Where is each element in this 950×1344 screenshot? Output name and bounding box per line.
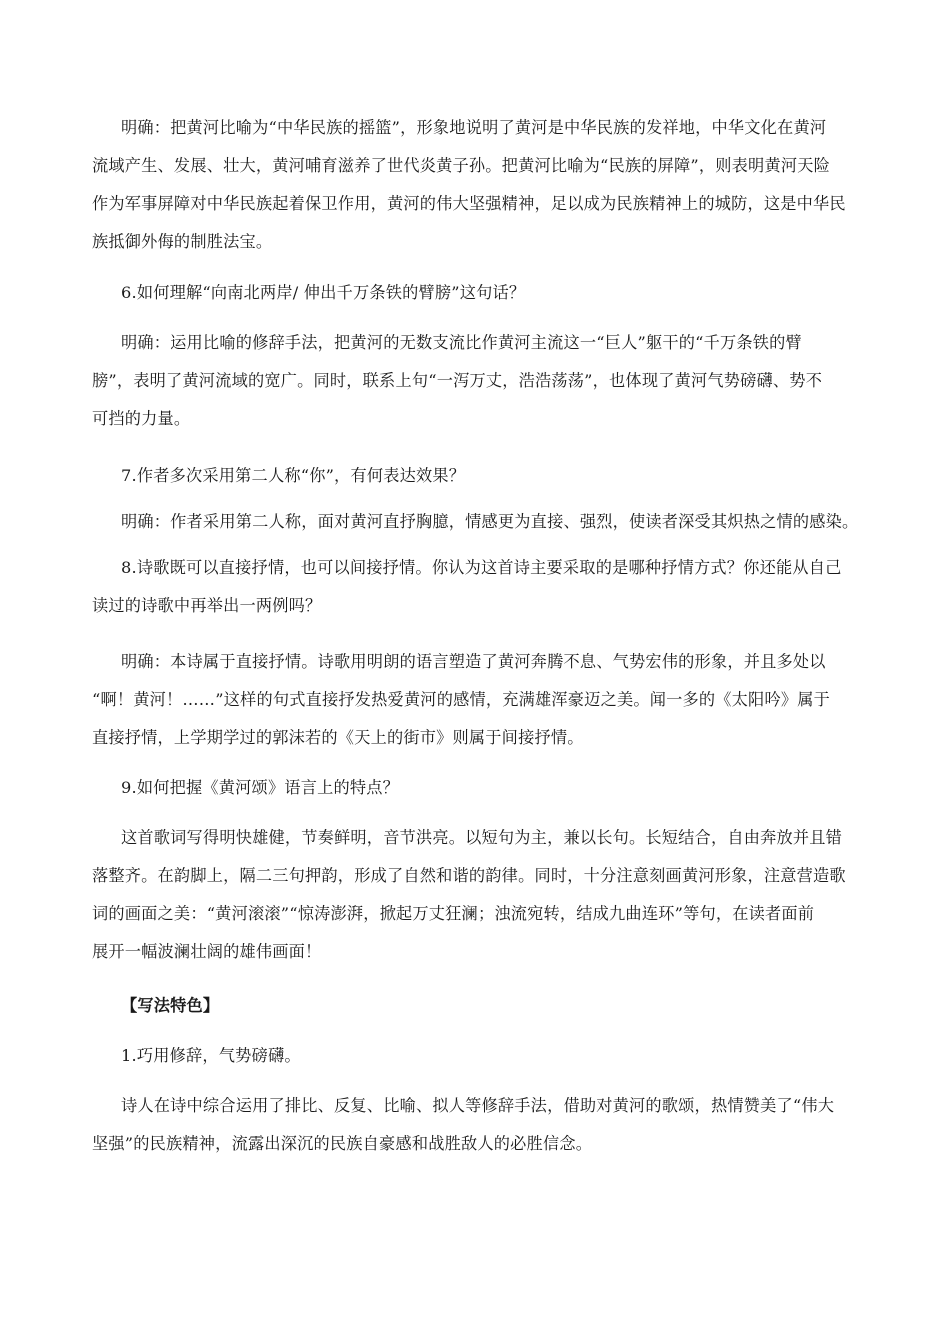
text-line: 明确：运用比喻的修辞手法，把黄河的无数支流比作黄河主流这一“巨人”躯干的“千万条铁的臂 bbox=[121, 333, 802, 352]
text-line: 流域产生、发展、壮大，黄河哺育滋养了世代炎黄子孙。把黄河比喻为“民族的屏障”，则表明黄河天险 bbox=[92, 156, 830, 175]
section-heading: 【写法特色】 bbox=[121, 996, 220, 1015]
subheading-text: 1.巧用修辞，气势磅礴。 bbox=[121, 1046, 301, 1065]
text-line: 落整齐。在韵脚上，隔二三句押韵，形成了自然和谐的韵律。同时，十分注意刻画黄河形象，注意营造歌 bbox=[92, 866, 846, 885]
question-text: 9.如何把握《黄河颂》语言上的特点？ bbox=[121, 778, 400, 797]
text-line: 明确：把黄河比喻为“中华民族的摇篮”，形象地说明了黄河是中华民族的发祥地，中华文化在黄河 bbox=[121, 118, 827, 137]
question-text: 读过的诗歌中再举出一两例吗？ bbox=[92, 596, 322, 615]
text-line: “啊！黄河！……”这样的句式直接抒发热爱黄河的感情，充满雄浑豪迈之美。闻一多的《太阳吟》属于 bbox=[92, 690, 830, 709]
text-line: 可挡的力量。 bbox=[92, 409, 191, 428]
text-line: 词的画面之美：“黄河滚滚”“惊涛澎湃，掀起万丈狂澜；浊流宛转，结成九曲连环”等句，在读者面前 bbox=[92, 904, 815, 923]
text-line: 这首歌词写得明快雄健，节奏鲜明，音节洪亮。以短句为主，兼以长句。长短结合，自由奔放并且错 bbox=[121, 828, 843, 847]
text-line: 诗人在诗中综合运用了排比、反复、比喻、拟人等修辞手法，借助对黄河的歌颂，热情赞美了“伟大 bbox=[121, 1096, 835, 1115]
question-text: 7.作者多次采用第二人称“你”，有何表达效果？ bbox=[121, 466, 466, 485]
text-line: 明确：作者采用第二人称，面对黄河直抒胸臆，情感更为直接、强烈，使读者深受其炽热之情的感染。 bbox=[121, 512, 859, 531]
text-line: 膀”，表明了黄河流域的宽广。同时，联系上句“一泻万丈，浩浩荡荡”，也体现了黄河气势磅礴、势不 bbox=[92, 371, 823, 390]
text-line: 直接抒情，上学期学过的郭沫若的《天上的街市》则属于间接抒情。 bbox=[92, 728, 584, 747]
text-line: 明确：本诗属于直接抒情。诗歌用明朗的语言塑造了黄河奔腾不息、气势宏伟的形象，并且多处以 bbox=[121, 652, 826, 671]
text-line: 作为军事屏障对中华民族起着保卫作用，黄河的伟大坚强精神，足以成为民族精神上的城防，这是中华民 bbox=[92, 194, 846, 213]
question-text: 8.诗歌既可以直接抒情，也可以间接抒情。你认为这首诗主要采取的是哪种抒情方式？你还能从自己 bbox=[121, 558, 842, 577]
text-line: 族抵御外侮的制胜法宝。 bbox=[92, 232, 273, 251]
text-line: 坚强”的民族精神，流露出深沉的民族自豪感和战胜敌人的必胜信念。 bbox=[92, 1134, 593, 1153]
question-text: 6.如何理解“向南北两岸/ 伸出千万条铁的臂膀”这句话？ bbox=[121, 283, 526, 302]
text-line: 展开一幅波澜壮阔的雄伟画面！ bbox=[92, 942, 322, 961]
